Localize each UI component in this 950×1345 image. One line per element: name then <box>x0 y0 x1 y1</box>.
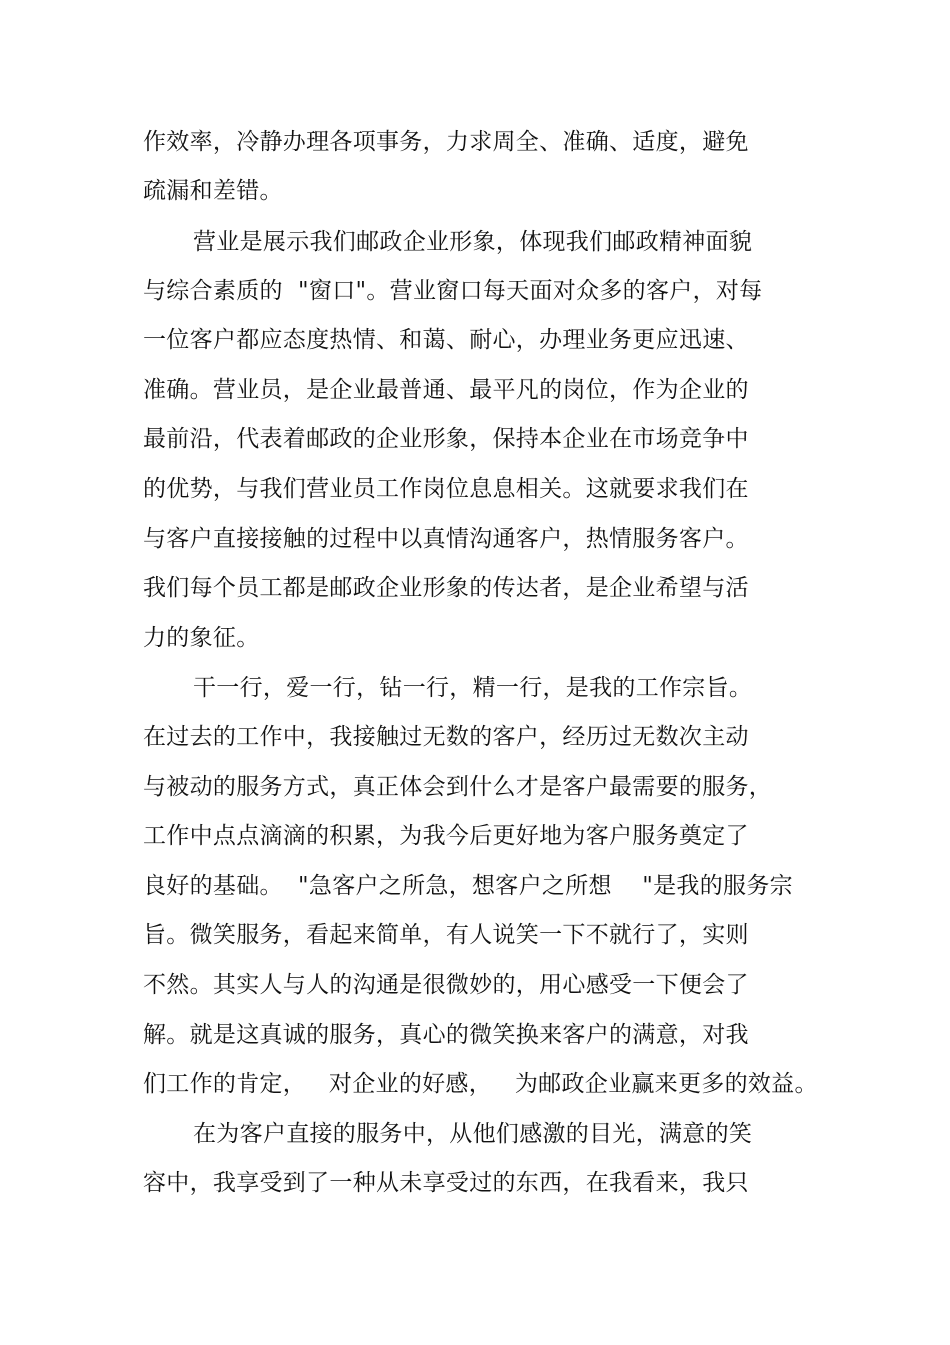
text-line: 工作中点点滴滴的积累，为我今后更好地为客户服务奠定了 <box>143 823 749 849</box>
text-line: 准确。营业员，是企业最普通、最平凡的岗位，作为企业的 <box>143 377 749 403</box>
text-line: 最前沿，代表着邮政的企业形象，保持本企业在市场竞争中 <box>143 426 749 452</box>
paragraph-first-line: 在为客户直接的服务中，从他们感激的目光，满意的笑 <box>193 1121 753 1147</box>
text-line: 的优势，与我们营业员工作岗位息息相关。这就要求我们在 <box>143 476 749 502</box>
text-line: 我们每个员工都是邮政企业形象的传达者，是企业希望与活 <box>143 575 749 601</box>
text-line: 旨。微笑服务，看起来简单，有人说笑一下不就行了，实则 <box>143 922 749 948</box>
text-line: 良好的基础。 "急客户之所急，想客户之所想 "是我的服务宗 <box>143 873 793 899</box>
text-line: 疏漏和差错。 <box>143 178 283 204</box>
text-line: 解。就是这真诚的服务，真心的微笑换来客户的满意，对我 <box>143 1022 749 1048</box>
text-line: 一位客户都应态度热情、和蔼、耐心，办理业务更应迅速、 <box>143 327 749 353</box>
text-line: 作效率，冷静办理各项事务，力求周全、准确、适度，避免 <box>143 129 749 155</box>
text-line: 与综合素质的 "窗口"。营业窗口每天面对众多的客户，对每 <box>143 278 763 304</box>
paragraph-first-line: 营业是展示我们邮政企业形象，体现我们邮政精神面貌 <box>193 229 753 255</box>
text-line: 与被动的服务方式，真正体会到什么才是客户最需要的服务， <box>143 774 773 800</box>
paragraph-first-line: 干一行，爱一行，钻一行，精一行，是我的工作宗旨。 <box>193 675 753 701</box>
text-line: 力的象征。 <box>143 625 260 651</box>
text-line: 不然。其实人与人的沟通是很微妙的，用心感受一下便会了 <box>143 972 749 998</box>
text-line: 容中，我享受到了一种从未享受过的东西，在我看来，我只 <box>143 1170 749 1196</box>
text-line: 们工作的肯定， 对企业的好感， 为邮政企业赢来更多的效益。 <box>143 1071 818 1097</box>
text-line: 与客户直接接触的过程中以真情沟通客户，热情服务客户。 <box>143 526 749 552</box>
text-line: 在过去的工作中，我接触过无数的客户，经历过无数次主动 <box>143 724 749 750</box>
